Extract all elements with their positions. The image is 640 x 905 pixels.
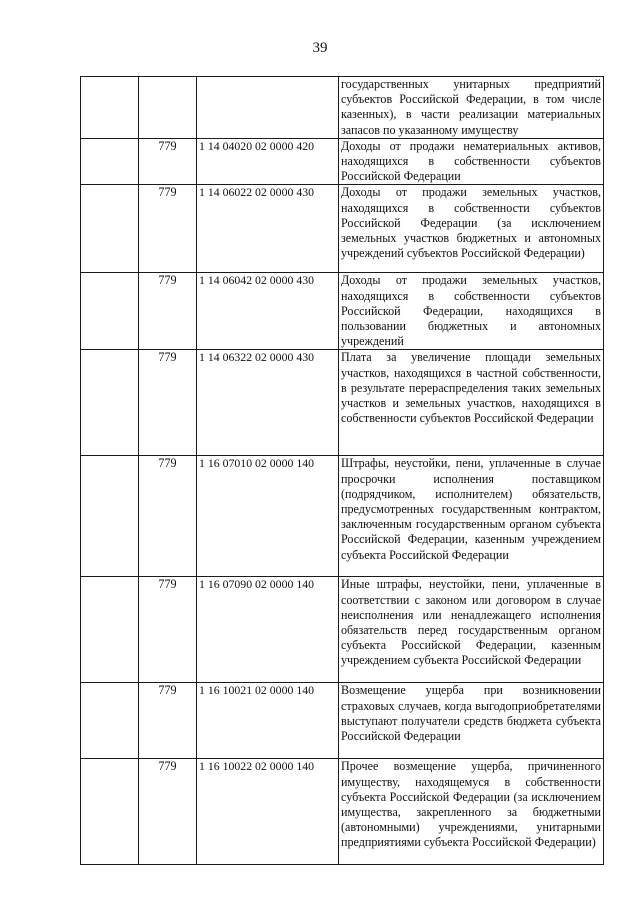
budget-code-cell: 1 14 06042 02 0000 430: [197, 273, 339, 350]
table-row: [81, 77, 604, 139]
blank-cell: [81, 759, 139, 865]
table-row: [81, 577, 604, 683]
description-cell: Доходы от продажи земельных участков, находящихся в собственности субъектов Российской Федерации (за исключением земельных участков бюджетных и автономных учреждений субъектов Российской Федерации): [339, 185, 604, 273]
description-cell: Штрафы, неустойки, пени, уплаченные в случае просрочки исполнения поставщиком (подрядчиком, исполнителем) обязательств, предусмотренных государственным контрактом, заключенным государственным органом субъекта Российской Федерации, казенным учреждением субъекта Российской Федерации: [339, 456, 604, 577]
table-row: [81, 273, 604, 350]
admin-code-cell: 779: [139, 577, 197, 683]
description-cell: Доходы от продажи земельных участков, находящихся в собственности субъектов Российской Федерации, находящихся в пользовании бюджетных и автономных учреждений: [339, 273, 604, 350]
table-row: [81, 759, 604, 865]
budget-code-cell: 1 16 07010 02 0000 140: [197, 456, 339, 577]
admin-code-cell: 779: [139, 273, 197, 350]
description-cell: государственных унитарных предприятий субъектов Российской Федерации, в том числе казенных), в части реализации материальных запасов по указанному имуществу: [339, 77, 604, 139]
budget-code-cell: 1 16 10022 02 0000 140: [197, 759, 339, 865]
admin-code-cell: 779: [139, 350, 197, 456]
blank-cell: [81, 138, 139, 185]
table-row: [81, 683, 604, 759]
table-row: [81, 350, 604, 456]
admin-code-cell: 779: [139, 683, 197, 759]
blank-cell: [81, 273, 139, 350]
admin-code-cell: 779: [139, 759, 197, 865]
blank-cell: [81, 456, 139, 577]
admin-code-cell: 779: [139, 138, 197, 185]
table-row: [81, 456, 604, 577]
blank-cell: [81, 350, 139, 456]
budget-code-cell: 1 16 10021 02 0000 140: [197, 683, 339, 759]
blank-cell: [81, 683, 139, 759]
budget-code-cell: 1 16 07090 02 0000 140: [197, 577, 339, 683]
budget-code-cell: 1 14 06022 02 0000 430: [197, 185, 339, 273]
admin-code-cell: [139, 77, 197, 139]
blank-cell: [81, 185, 139, 273]
description-cell: Прочее возмещение ущерба, причиненного имуществу, находящемуся в собственности субъекта Российской Федерации (за исключением имущества, закрепленного за бюджетными (автономными) учреждениями, унитарными предприятиями субъекта Российской Федерации): [339, 759, 604, 865]
description-cell: Возмещение ущерба при возникновении страховых случаев, когда выгодоприобретателями выступают получатели средств бюджета субъекта Российской Федерации: [339, 683, 604, 759]
description-cell: Иные штрафы, неустойки, пени, уплаченные в соответствии с законом или договором в случае неисполнения или ненадлежащего исполнения обязательств перед государственным органом субъекта Российской Федерации, казенным учреждением субъекта Российской Федерации: [339, 577, 604, 683]
description-cell: Доходы от продажи нематериальных активов, находящихся в собственности субъектов Российской Федерации: [339, 138, 604, 185]
revenue-codes-table: [80, 76, 604, 865]
table-row: [81, 185, 604, 273]
table-row: [81, 138, 604, 185]
budget-code-cell: 1 14 06322 02 0000 430: [197, 350, 339, 456]
admin-code-cell: 779: [139, 456, 197, 577]
blank-cell: [81, 77, 139, 139]
budget-code-cell: 1 14 04020 02 0000 420: [197, 138, 339, 185]
budget-code-cell: [197, 77, 339, 139]
blank-cell: [81, 577, 139, 683]
table-body: [81, 77, 604, 865]
description-cell: Плата за увеличение площади земельных участков, находящихся в частной собственности, в результате перераспределения таких земельных участков и земельных участков, находящихся в собственности субъектов Российской Федерации: [339, 350, 604, 456]
admin-code-cell: 779: [139, 185, 197, 273]
page-number: 39: [312, 40, 328, 56]
